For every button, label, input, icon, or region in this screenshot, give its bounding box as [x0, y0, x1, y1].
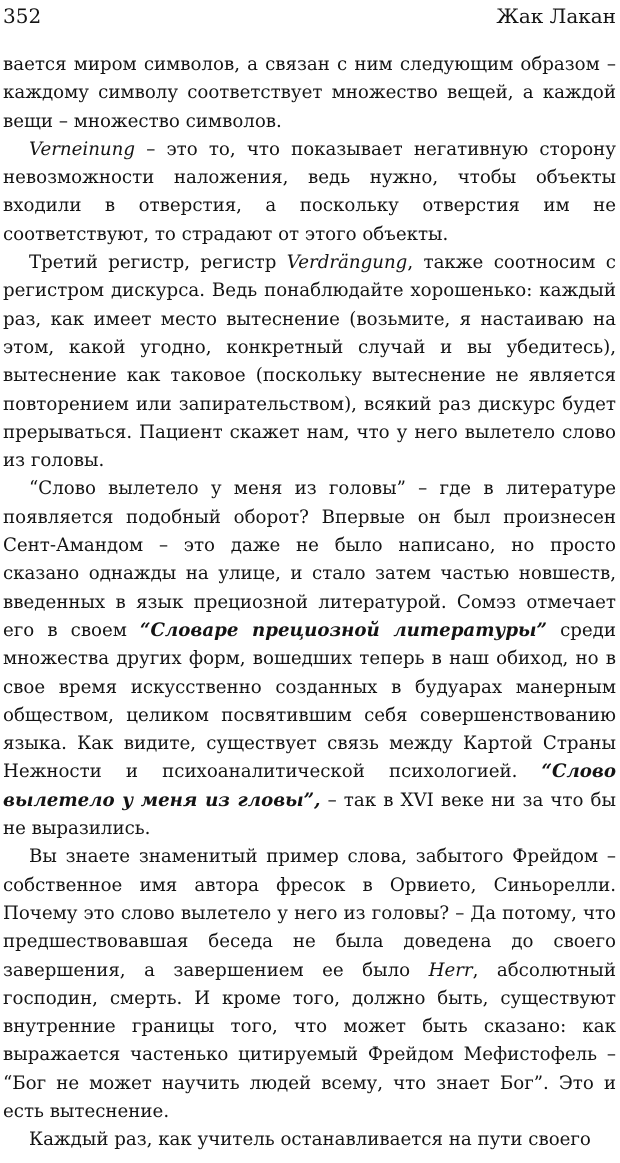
book-title: “Словаре прециозной литературы” [140, 619, 547, 641]
paragraph [3, 249, 616, 475]
text-span: Третий регистр, регистр [29, 252, 287, 274]
italic-term: Herr [428, 959, 473, 981]
paragraph [3, 843, 616, 1126]
text-span: вается миром символов, а связан с ним следующим образом – каждому символу соответствует множество вещей, а каждой вещи – множество символов. [3, 54, 616, 132]
page-header [3, 0, 616, 34]
italic-term: Verdrängung [286, 252, 408, 274]
quoted-phrase: “Слово вылетело у меня из гловы”, [3, 761, 616, 811]
page-number: 352 [3, 4, 42, 28]
running-title: Жак Лакан [496, 4, 616, 28]
text-span: “Слово вылетело у меня из головы” – где в литературе появляется подобный оборот? Впервые он был произнесен Сент-Амандом – это даже не было написано, но просто сказано однажды на улице, и стало затем частью новшеств, введенных в язык прециозной литературой. Сомэз отмечает его в своем [3, 478, 616, 641]
paragraph [3, 51, 616, 136]
page-body [3, 51, 616, 1155]
text-span: , абсолютный господин, смерть. И кроме того, должно быть, существуют внутренние границы того, что может быть сказано: как выражается частенько цитируемый Фрейдом Мефистофель – “Бог не может научить людей всему, что знает Бог”. Это и есть вытеснение. [3, 959, 616, 1122]
text-span: Вы знаете знаменитый пример слова, забытого Фрейдом – собственное имя автора фресок в Орвието, Синьорелли. Почему это слово вылетело у него из головы? – Да потому, что предшествовавшая беседа не была доведена до своего завершения, а завершением ее было [3, 846, 616, 981]
text-span: среди множества других форм, вошедших теперь в наш обиход, но в свое время искусственно созданных в будуарах манерным обществом, целиком посвятившим себя совершенствованию языка. Как видите, существует связь между Картой Страны Нежности и психоаналитической психологией. [3, 619, 616, 783]
text-span: – так в XVI веке ни за что бы не выразились. [3, 789, 616, 840]
text-span: Каждый раз, как учитель останавливается на пути своего [29, 1129, 591, 1151]
text-span: , также соотносим с регистром дискурса. Ведь понаблюдайте хорошенько: каждый раз, как имеет место вытеснение (возьмите, я настаиваю на этом, какой угодно, конкретный случай и вы убедитесь), вытеснение как таковое (поскольку вытеснение не является повторением или запирательством), всякий раз дискурс будет прерываться. Пациент скажет нам, что у него вылетело слово из головы. [3, 252, 616, 472]
italic-term: Verneinung [29, 138, 135, 160]
paragraph [3, 1126, 616, 1154]
paragraph [3, 136, 616, 249]
text-span: – это то, что показывает негативную сторону невозможности наложения, ведь нужно, чтобы объекты входили в отверстия, а поскольку отверстия им не соответствуют, то страдают от этого объекты. [3, 138, 616, 245]
paragraph [3, 475, 616, 843]
